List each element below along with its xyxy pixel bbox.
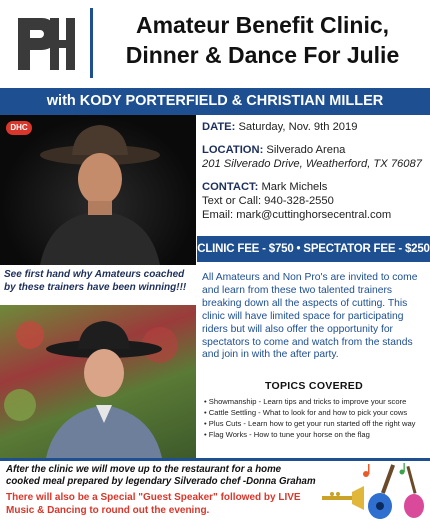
music-notes-icon	[363, 463, 405, 477]
location-label: LOCATION:	[202, 144, 264, 156]
topic-item: • Showmanship - Learn tips and tricks to improve your score	[204, 396, 430, 407]
trainer-photo-1	[0, 115, 196, 265]
description: All Amateurs and Non Pro's are invited to come and learn from these two talented trainers breaking down all the aspects of cutting. This clinic will have limited space for participating riders but will also offer the opportunity for spectators to come and watch from the stands and join in with the after party.	[202, 272, 418, 361]
location-value: Silverado Arena	[266, 144, 346, 156]
ph-logo	[12, 12, 78, 76]
location-block	[202, 143, 427, 171]
footer-divider	[0, 458, 430, 461]
contact-value: Mark Michels	[261, 181, 328, 193]
special-guest-text: There will also be a Special "Guest Speaker" followed by LIVE Music & Dancing to round out the evening.	[6, 492, 301, 516]
title-line-1: Amateur Benefit Clinic,	[135, 12, 390, 38]
cowboy-silhouette-1	[0, 115, 196, 265]
caption: See first hand why Amateurs coached by these trainers have been winning!!!	[4, 269, 187, 293]
trumpet-icon	[322, 486, 364, 510]
date-block	[202, 120, 427, 134]
page-title	[100, 10, 425, 70]
cowboy-silhouette-2	[0, 305, 196, 458]
dhc-badge: DHC	[6, 121, 32, 135]
contact-block	[202, 180, 427, 222]
topic-item: • Cattle Settling - What to look for and how to pick your cows	[204, 407, 430, 418]
header	[0, 0, 430, 86]
topics-list	[204, 396, 430, 440]
header-divider	[90, 8, 93, 78]
guitar-icon	[368, 464, 395, 519]
after-clinic-text: After the clinic we will move up to the restaurant for a home cooked meal prepared by legendary Silverado chef -Donna Graham	[6, 464, 316, 487]
event-details	[202, 120, 427, 231]
title-line-2: Dinner & Dance For Julie	[125, 42, 400, 68]
date-label: DATE:	[202, 121, 236, 133]
date-value: Saturday, Nov. 9th 2019	[238, 121, 358, 133]
trainer-photo-2	[0, 305, 196, 458]
guitar-icon-2	[404, 466, 424, 518]
topic-item: • Flag Works - How to tune your horse on the flag	[204, 429, 430, 440]
trainers-band: with KODY PORTERFIELD & CHRISTIAN MILLER	[0, 88, 430, 115]
contact-phone[interactable]: Text or Call: 940-328-2550	[202, 195, 334, 207]
instruments-illustration	[318, 462, 428, 522]
topic-item: • Plus Cuts - Learn how to get your run started off the right way	[204, 418, 430, 429]
contact-email[interactable]: Email: mark@cuttinghorsecentral.com	[202, 209, 392, 221]
topics-title: TOPICS COVERED	[265, 380, 363, 392]
fee-banner: CLINIC FEE - $750 • SPECTATOR FEE - $250	[197, 236, 430, 262]
location-address: 201 Silverado Drive, Weatherford, TX 76087	[202, 158, 422, 170]
contact-label: CONTACT:	[202, 181, 259, 193]
